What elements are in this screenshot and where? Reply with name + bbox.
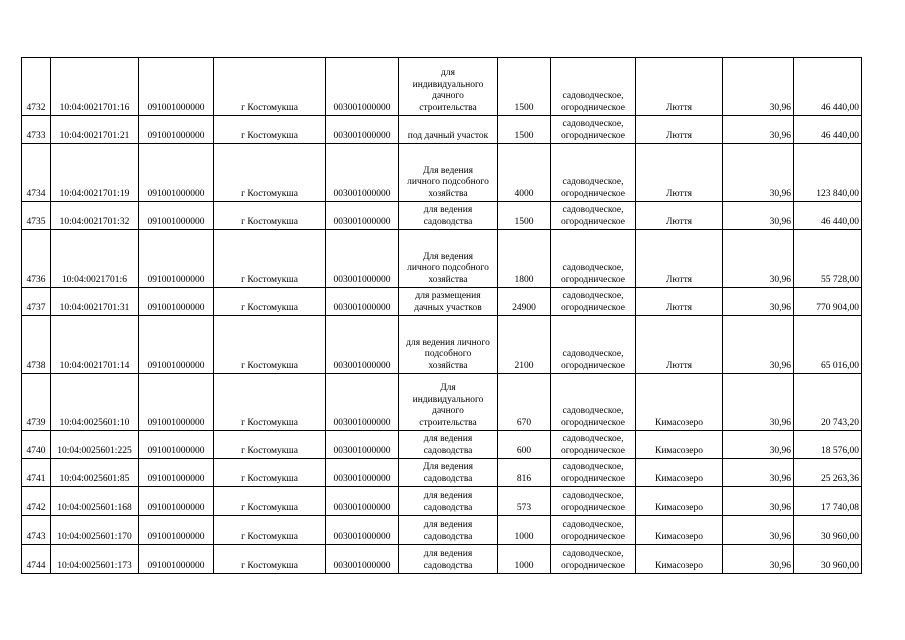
- permitted-use-line: Для ведения: [422, 165, 474, 176]
- row-number: 4732: [22, 58, 51, 116]
- oktmo-code: 091001000000: [139, 545, 214, 574]
- row-number: 4744: [22, 545, 51, 574]
- locality-name: Люття: [636, 316, 723, 374]
- specific-value-rate: 30,96: [723, 431, 794, 459]
- land-category-line: садоводческое,: [562, 177, 624, 187]
- oktmo-code: 091001000000: [139, 316, 214, 374]
- row-number: 4736: [22, 230, 51, 288]
- permitted-use: [399, 58, 498, 116]
- cadastral-value: 65 016,00: [794, 316, 862, 374]
- specific-value-rate: 30,96: [723, 202, 794, 230]
- specific-value-rate: 30,96: [723, 288, 794, 316]
- land-category: [551, 316, 636, 374]
- cadastral-number: 10:04:0025601:170: [51, 516, 139, 545]
- permitted-use: [399, 288, 498, 316]
- land-category: [551, 230, 636, 288]
- permitted-use-line: подсобного: [424, 349, 472, 359]
- permitted-use-line: личного подсобного: [407, 177, 489, 187]
- permitted-use-line: индивидуального: [412, 79, 484, 90]
- locality-name: Кимасозеро: [636, 431, 723, 459]
- locality-name: Кимасозеро: [636, 516, 723, 545]
- permitted-use-line: для размещения: [415, 291, 481, 301]
- cadastral-value: 123 840,00: [794, 144, 862, 202]
- cadastral-number: 10:04:0025601:10: [51, 374, 139, 431]
- territory-code: 003001000000: [326, 230, 399, 288]
- land-category: [551, 288, 636, 316]
- permitted-use-line: садоводства: [423, 445, 473, 456]
- specific-value-rate: 30,96: [723, 144, 794, 202]
- area-value: 1000: [498, 545, 551, 574]
- land-category-line: садоводческое,: [562, 91, 624, 101]
- oktmo-code: 091001000000: [139, 459, 214, 487]
- permitted-use-line: садоводства: [423, 216, 473, 227]
- permitted-use-line: для ведения личного: [406, 337, 490, 348]
- permitted-use-line: Для ведения: [422, 462, 474, 472]
- land-category-line: огородническое: [560, 130, 626, 141]
- permitted-use: [399, 374, 498, 431]
- permitted-use-line: хозяйства: [428, 274, 468, 285]
- specific-value-rate: 30,96: [723, 316, 794, 374]
- cadastral-value: 17 740,08: [794, 487, 862, 516]
- municipality-name: г Костомукша: [214, 545, 326, 574]
- land-category-line: огородническое: [560, 302, 626, 313]
- territory-code: 003001000000: [326, 374, 399, 431]
- land-category-line: огородническое: [560, 502, 626, 513]
- municipality-name: г Костомукша: [214, 316, 326, 374]
- permitted-use: [399, 230, 498, 288]
- cadastral-number: 10:04:0025601:168: [51, 487, 139, 516]
- table-row: [22, 431, 862, 459]
- cadastral-number: 10:04:0021701:21: [51, 116, 139, 144]
- land-category-line: огородническое: [560, 531, 626, 542]
- permitted-use-line: для: [441, 68, 455, 78]
- area-value: 573: [498, 487, 551, 516]
- area-value: 24900: [498, 288, 551, 316]
- municipality-name: г Костомукша: [214, 487, 326, 516]
- specific-value-rate: 30,96: [723, 116, 794, 144]
- land-category: [551, 459, 636, 487]
- municipality-name: г Костомукша: [214, 230, 326, 288]
- territory-code: 003001000000: [326, 431, 399, 459]
- oktmo-code: 091001000000: [139, 230, 214, 288]
- land-category-line: садоводческое,: [562, 263, 624, 273]
- specific-value-rate: 30,96: [723, 58, 794, 116]
- row-number: 4734: [22, 144, 51, 202]
- land-category: [551, 545, 636, 574]
- oktmo-code: 091001000000: [139, 116, 214, 144]
- permitted-use-line: садоводства: [423, 473, 473, 484]
- land-category-line: садоводческое,: [562, 119, 624, 129]
- specific-value-rate: 30,96: [723, 545, 794, 574]
- table-row: [22, 202, 862, 230]
- cadastral-value: 30 960,00: [794, 516, 862, 545]
- area-value: 4000: [498, 144, 551, 202]
- table-row: [22, 58, 862, 116]
- permitted-use-line: дачного: [432, 91, 464, 101]
- land-category-line: огородническое: [560, 445, 626, 456]
- permitted-use-line: садоводства: [423, 560, 473, 571]
- municipality-name: г Костомукша: [214, 374, 326, 431]
- permitted-use-line: для ведения: [423, 491, 473, 501]
- oktmo-code: 091001000000: [139, 288, 214, 316]
- permitted-use-line: садоводства: [423, 531, 473, 542]
- land-category-line: огородническое: [560, 216, 626, 227]
- oktmo-code: 091001000000: [139, 144, 214, 202]
- land-category-line: садоводческое,: [562, 205, 624, 215]
- cadastral-number: 10:04:0021701:32: [51, 202, 139, 230]
- municipality-name: г Костомукша: [214, 516, 326, 545]
- municipality-name: г Костомукша: [214, 116, 326, 144]
- land-category-line: садоводческое,: [562, 406, 624, 416]
- permitted-use-line: индивидуального: [412, 394, 484, 405]
- permitted-use: [399, 202, 498, 230]
- permitted-use-line: для ведения: [423, 205, 473, 215]
- land-category-line: огородническое: [560, 360, 626, 371]
- locality-name: Люття: [636, 202, 723, 230]
- row-number: 4737: [22, 288, 51, 316]
- permitted-use-line: дачных участков: [414, 302, 482, 313]
- land-category-line: огородническое: [560, 188, 626, 199]
- territory-code: 003001000000: [326, 545, 399, 574]
- land-category-line: огородническое: [560, 417, 626, 428]
- territory-code: 003001000000: [326, 459, 399, 487]
- cadastral-value: 770 904,00: [794, 288, 862, 316]
- locality-name: Люття: [636, 288, 723, 316]
- land-category: [551, 116, 636, 144]
- cadastral-number: 10:04:0021701:6: [51, 230, 139, 288]
- specific-value-rate: 30,96: [723, 459, 794, 487]
- cadastral-value: 46 440,00: [794, 202, 862, 230]
- row-number: 4743: [22, 516, 51, 545]
- territory-code: 003001000000: [326, 58, 399, 116]
- municipality-name: г Костомукша: [214, 144, 326, 202]
- cadastral-value: 25 263,36: [794, 459, 862, 487]
- municipality-name: г Костомукша: [214, 459, 326, 487]
- territory-code: 003001000000: [326, 144, 399, 202]
- permitted-use: [399, 516, 498, 545]
- oktmo-code: 091001000000: [139, 374, 214, 431]
- territory-code: 003001000000: [326, 516, 399, 545]
- land-category: [551, 487, 636, 516]
- permitted-use-line: Для: [440, 383, 456, 393]
- specific-value-rate: 30,96: [723, 516, 794, 545]
- area-value: 1000: [498, 516, 551, 545]
- land-category-line: огородническое: [560, 274, 626, 285]
- oktmo-code: 091001000000: [139, 516, 214, 545]
- permitted-use: [399, 487, 498, 516]
- land-category: [551, 374, 636, 431]
- row-number: 4733: [22, 116, 51, 144]
- oktmo-code: 091001000000: [139, 487, 214, 516]
- oktmo-code: 091001000000: [139, 202, 214, 230]
- permitted-use-line: хозяйства: [428, 188, 468, 199]
- land-category: [551, 58, 636, 116]
- cadastral-value: 46 440,00: [794, 58, 862, 116]
- locality-name: Кимасозеро: [636, 374, 723, 431]
- municipality-name: г Костомукша: [214, 202, 326, 230]
- cadastral-number: 10:04:0021701:14: [51, 316, 139, 374]
- cadastral-number: 10:04:0025601:225: [51, 431, 139, 459]
- permitted-use-line: строительства: [419, 417, 477, 428]
- land-registry-table: [21, 57, 862, 574]
- oktmo-code: 091001000000: [139, 58, 214, 116]
- table-row: [22, 374, 862, 431]
- table-body: [22, 58, 862, 574]
- locality-name: Кимасозеро: [636, 545, 723, 574]
- permitted-use-line: дачного: [432, 406, 464, 416]
- territory-code: 003001000000: [326, 288, 399, 316]
- table-row: [22, 144, 862, 202]
- cadastral-value: 20 743,20: [794, 374, 862, 431]
- territory-code: 003001000000: [326, 487, 399, 516]
- permitted-use-line: личного подсобного: [407, 263, 489, 273]
- table-row: [22, 230, 862, 288]
- specific-value-rate: 30,96: [723, 487, 794, 516]
- land-category: [551, 202, 636, 230]
- cadastral-number: 10:04:0021701:19: [51, 144, 139, 202]
- permitted-use: [399, 144, 498, 202]
- table-row: [22, 288, 862, 316]
- municipality-name: г Костомукша: [214, 58, 326, 116]
- table-row: [22, 116, 862, 144]
- table-row: [22, 316, 862, 374]
- land-category-line: садоводческое,: [562, 549, 624, 559]
- territory-code: 003001000000: [326, 202, 399, 230]
- permitted-use-line: строительства: [419, 102, 477, 113]
- land-category: [551, 431, 636, 459]
- specific-value-rate: 30,96: [723, 230, 794, 288]
- area-value: 600: [498, 431, 551, 459]
- permitted-use: [399, 545, 498, 574]
- permitted-use-line: под дачный участок: [407, 130, 489, 141]
- land-category: [551, 144, 636, 202]
- cadastral-number: 10:04:0021701:16: [51, 58, 139, 116]
- permitted-use: [399, 431, 498, 459]
- permitted-use-line: для ведения: [423, 434, 473, 444]
- land-category-line: огородническое: [560, 102, 626, 113]
- area-value: 1800: [498, 230, 551, 288]
- area-value: 816: [498, 459, 551, 487]
- cadastral-number: 10:04:0025601:85: [51, 459, 139, 487]
- specific-value-rate: 30,96: [723, 374, 794, 431]
- permitted-use-line: хозяйства: [428, 360, 468, 371]
- oktmo-code: 091001000000: [139, 431, 214, 459]
- permitted-use-line: для ведения: [423, 549, 473, 559]
- row-number: 4739: [22, 374, 51, 431]
- area-value: 1500: [498, 202, 551, 230]
- land-category-line: садоводческое,: [562, 520, 624, 530]
- land-category-line: садоводческое,: [562, 491, 624, 501]
- row-number: 4740: [22, 431, 51, 459]
- permitted-use: [399, 116, 498, 144]
- area-value: 2100: [498, 316, 551, 374]
- territory-code: 003001000000: [326, 116, 399, 144]
- permitted-use: [399, 316, 498, 374]
- permitted-use-line: для ведения: [423, 520, 473, 530]
- cadastral-value: 46 440,00: [794, 116, 862, 144]
- row-number: 4741: [22, 459, 51, 487]
- table-row: [22, 545, 862, 574]
- locality-name: Люття: [636, 144, 723, 202]
- land-category-line: садоводческое,: [562, 291, 624, 301]
- locality-name: Люття: [636, 230, 723, 288]
- table-row: [22, 516, 862, 545]
- row-number: 4738: [22, 316, 51, 374]
- permitted-use-line: Для ведения: [422, 251, 474, 262]
- locality-name: Люття: [636, 58, 723, 116]
- row-number: 4742: [22, 487, 51, 516]
- area-value: 1500: [498, 116, 551, 144]
- locality-name: Кимасозеро: [636, 459, 723, 487]
- municipality-name: г Костомукша: [214, 288, 326, 316]
- land-category-line: огородническое: [560, 560, 626, 571]
- cadastral-value: 18 576,00: [794, 431, 862, 459]
- area-value: 1500: [498, 58, 551, 116]
- cadastral-value: 55 728,00: [794, 230, 862, 288]
- cadastral-value: 30 960,00: [794, 545, 862, 574]
- territory-code: 003001000000: [326, 316, 399, 374]
- permitted-use-line: садоводства: [423, 502, 473, 513]
- table-row: [22, 487, 862, 516]
- locality-name: Кимасозеро: [636, 487, 723, 516]
- land-category: [551, 516, 636, 545]
- permitted-use: [399, 459, 498, 487]
- municipality-name: г Костомукша: [214, 431, 326, 459]
- land-category-line: огородническое: [560, 473, 626, 484]
- locality-name: Люття: [636, 116, 723, 144]
- row-number: 4735: [22, 202, 51, 230]
- cadastral-number: 10:04:0021701:31: [51, 288, 139, 316]
- area-value: 670: [498, 374, 551, 431]
- land-category-line: садоводческое,: [562, 349, 624, 359]
- land-category-line: садоводческое,: [562, 434, 624, 444]
- table-row: [22, 459, 862, 487]
- cadastral-number: 10:04:0025601:173: [51, 545, 139, 574]
- land-category-line: садоводческое,: [562, 462, 624, 472]
